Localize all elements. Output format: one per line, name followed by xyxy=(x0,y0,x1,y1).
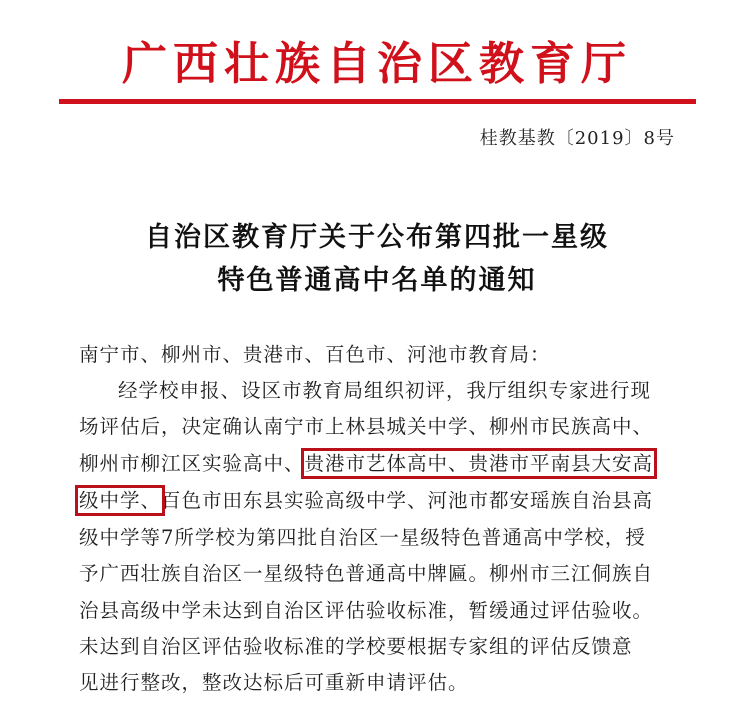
highlighted-schools: 级中学、 xyxy=(79,489,162,512)
body-line xyxy=(79,486,653,516)
letterhead-divider xyxy=(59,99,696,104)
document-number: 桂教基教〔2019〕8号 xyxy=(479,128,675,149)
body-line: 予广西壮族自治区一星级特色普通高中牌匾。柳州市三江侗族自 xyxy=(79,562,654,585)
body-line: 经学校申报、设区市教育局组织初评，我厅组织专家进行现 xyxy=(118,379,652,402)
body-line: 级中学等7所学校为第四批自治区一星级特色普通高中学校，授 xyxy=(79,526,646,549)
highlighted-schools: 贵港市艺体高中、贵港市平南县大安高 xyxy=(304,452,654,475)
body-line: 未达到自治区评估验收标准的学校要根据专家组的评估反馈意 xyxy=(79,635,633,658)
body-line: 见进行整改，整改达标后可重新申请评估。 xyxy=(79,671,469,694)
body-line: 场评估后，决定确认南宁市上林县城关中学、柳州市民族高中、 xyxy=(79,415,654,438)
body-text: 柳州市柳江区实验高中、 xyxy=(79,452,305,475)
body-line: 治县高级中学未达到自治区评估验收标准，暂缓通过评估验收。 xyxy=(79,599,654,622)
salutation: 南宁市、柳州市、贵港市、百色市、河池市教育局： xyxy=(79,343,551,366)
letterhead-title: 广西壮族自治区教育厅 xyxy=(121,37,632,90)
body-text: 百色市田东县实验高级中学、河池市都安瑶族自治县高 xyxy=(161,489,654,512)
notice-title-line-2: 特色普通高中名单的通知 xyxy=(217,265,537,296)
body-line xyxy=(79,449,653,479)
notice-title-line-1: 自治区教育厅关于公布第四批一星级 xyxy=(145,222,609,253)
